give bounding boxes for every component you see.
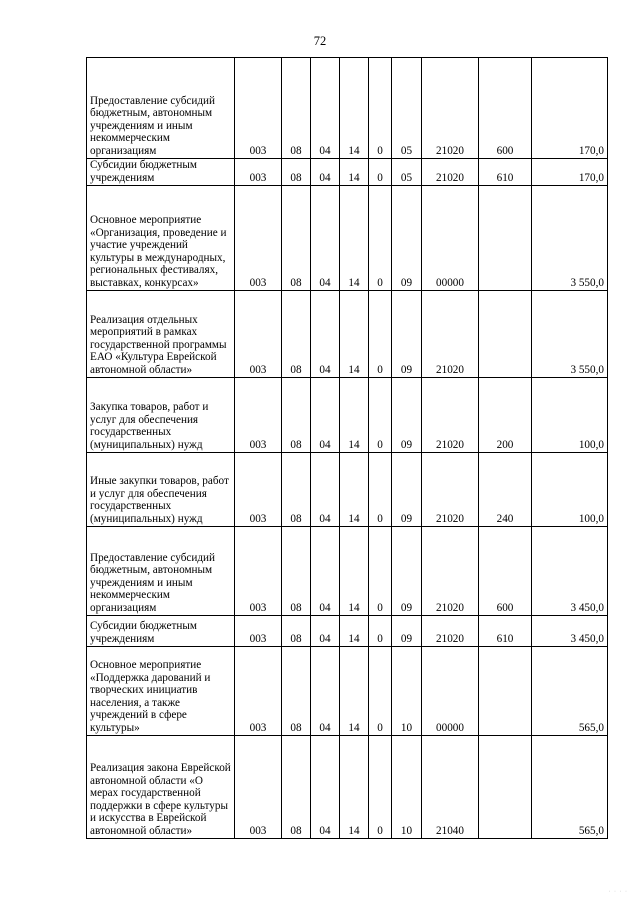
subprogram-code-cell: 0 (369, 378, 392, 453)
subsection-code-cell: 04 (311, 159, 340, 186)
admin-code-cell: 003 (235, 647, 282, 736)
direction-code-cell: 21020 (422, 616, 479, 647)
direction-code-cell: 21020 (422, 159, 479, 186)
program-code-cell: 14 (340, 58, 369, 159)
scan-mark: · · · · (608, 889, 628, 895)
expense-type-cell: 610 (479, 159, 532, 186)
expense-type-cell (479, 736, 532, 839)
table-row (87, 616, 608, 647)
amount-cell: 565,0 (532, 647, 608, 736)
admin-code-cell: 003 (235, 291, 282, 378)
subsection-code-cell: 04 (311, 616, 340, 647)
table-row (87, 58, 608, 159)
event-code-cell: 09 (392, 453, 422, 527)
row-name-cell: Иные закупки товаров, работ и услуг для обеспечения государственных (муниципальных) нужд (87, 453, 235, 527)
direction-code-cell: 21040 (422, 736, 479, 839)
event-code-cell: 09 (392, 616, 422, 647)
subprogram-code-cell: 0 (369, 159, 392, 186)
subprogram-code-cell: 0 (369, 616, 392, 647)
subsection-code-cell: 04 (311, 647, 340, 736)
budget-table (86, 57, 608, 839)
amount-cell: 170,0 (532, 58, 608, 159)
event-code-cell: 10 (392, 647, 422, 736)
direction-code-cell: 21020 (422, 527, 479, 616)
subsection-code-cell: 04 (311, 291, 340, 378)
table-row (87, 159, 608, 186)
row-name-cell: Субсидии бюджетным учреждениям (87, 616, 235, 647)
section-code-cell: 08 (282, 159, 311, 186)
admin-code-cell: 003 (235, 186, 282, 291)
direction-code-cell: 21020 (422, 378, 479, 453)
row-name-cell: Закупка товаров, работ и услуг для обеспечения государственных (муниципальных) нужд (87, 378, 235, 453)
section-code-cell: 08 (282, 186, 311, 291)
amount-cell: 100,0 (532, 378, 608, 453)
subsection-code-cell: 04 (311, 378, 340, 453)
table-row (87, 291, 608, 378)
section-code-cell: 08 (282, 647, 311, 736)
table-row (87, 453, 608, 527)
section-code-cell: 08 (282, 527, 311, 616)
row-name-cell: Основное мероприятие «Поддержка дарований и творческих инициатив населения, а также учреждений в сфере культуры» (87, 647, 235, 736)
expense-type-cell (479, 647, 532, 736)
expense-type-cell (479, 186, 532, 291)
section-code-cell: 08 (282, 291, 311, 378)
admin-code-cell: 003 (235, 159, 282, 186)
row-name-cell: Субсидии бюджетным учреждениям (87, 159, 235, 186)
amount-cell: 3 550,0 (532, 186, 608, 291)
program-code-cell: 14 (340, 186, 369, 291)
subprogram-code-cell: 0 (369, 291, 392, 378)
program-code-cell: 14 (340, 616, 369, 647)
event-code-cell: 09 (392, 291, 422, 378)
direction-code-cell: 21020 (422, 291, 479, 378)
subprogram-code-cell: 0 (369, 453, 392, 527)
program-code-cell: 14 (340, 527, 369, 616)
event-code-cell: 09 (392, 527, 422, 616)
amount-cell: 3 550,0 (532, 291, 608, 378)
row-name-cell: Предоставление субсидий бюджетным, автономным учреждениям и иным некоммерческим организациям (87, 527, 235, 616)
admin-code-cell: 003 (235, 527, 282, 616)
subsection-code-cell: 04 (311, 453, 340, 527)
expense-type-cell (479, 291, 532, 378)
program-code-cell: 14 (340, 647, 369, 736)
amount-cell: 3 450,0 (532, 527, 608, 616)
event-code-cell: 05 (392, 159, 422, 186)
event-code-cell: 10 (392, 736, 422, 839)
page-number: 72 (313, 34, 327, 48)
section-code-cell: 08 (282, 616, 311, 647)
table-row (87, 647, 608, 736)
table-row (87, 736, 608, 839)
admin-code-cell: 003 (235, 58, 282, 159)
row-name-cell: Реализация отдельных мероприятий в рамках государственной программы ЕАО «Культура Еврейской автономной области» (87, 291, 235, 378)
amount-cell: 170,0 (532, 159, 608, 186)
subsection-code-cell: 04 (311, 527, 340, 616)
subsection-code-cell: 04 (311, 58, 340, 159)
subprogram-code-cell: 0 (369, 647, 392, 736)
section-code-cell: 08 (282, 58, 311, 159)
program-code-cell: 14 (340, 453, 369, 527)
expense-type-cell: 600 (479, 58, 532, 159)
section-code-cell: 08 (282, 453, 311, 527)
row-name-cell: Основное мероприятие «Организация, проведение и участие учреждений культуры в международных, региональных фестивалях, выставках, конкурсах» (87, 186, 235, 291)
direction-code-cell: 21020 (422, 58, 479, 159)
expense-type-cell: 240 (479, 453, 532, 527)
direction-code-cell: 21020 (422, 453, 479, 527)
program-code-cell: 14 (340, 736, 369, 839)
amount-cell: 3 450,0 (532, 616, 608, 647)
table-row (87, 378, 608, 453)
direction-code-cell: 00000 (422, 647, 479, 736)
expense-type-cell: 610 (479, 616, 532, 647)
subsection-code-cell: 04 (311, 186, 340, 291)
subprogram-code-cell: 0 (369, 186, 392, 291)
section-code-cell: 08 (282, 736, 311, 839)
subprogram-code-cell: 0 (369, 527, 392, 616)
subsection-code-cell: 04 (311, 736, 340, 839)
expense-type-cell: 200 (479, 378, 532, 453)
expense-type-cell: 600 (479, 527, 532, 616)
direction-code-cell: 00000 (422, 186, 479, 291)
row-name-cell: Реализация закона Еврейской автономной области «О мерах государственной поддержки в сфере культуры и искусства в Еврейской автономной области» (87, 736, 235, 839)
admin-code-cell: 003 (235, 453, 282, 527)
admin-code-cell: 003 (235, 378, 282, 453)
admin-code-cell: 003 (235, 736, 282, 839)
section-code-cell: 08 (282, 378, 311, 453)
admin-code-cell: 003 (235, 616, 282, 647)
program-code-cell: 14 (340, 291, 369, 378)
program-code-cell: 14 (340, 159, 369, 186)
table-row (87, 186, 608, 291)
subprogram-code-cell: 0 (369, 58, 392, 159)
amount-cell: 100,0 (532, 453, 608, 527)
subprogram-code-cell: 0 (369, 736, 392, 839)
event-code-cell: 05 (392, 58, 422, 159)
table-row (87, 527, 608, 616)
program-code-cell: 14 (340, 378, 369, 453)
event-code-cell: 09 (392, 378, 422, 453)
event-code-cell: 09 (392, 186, 422, 291)
amount-cell: 565,0 (532, 736, 608, 839)
row-name-cell: Предоставление субсидий бюджетным, автономным учреждениям и иным некоммерческим организациям (87, 58, 235, 159)
